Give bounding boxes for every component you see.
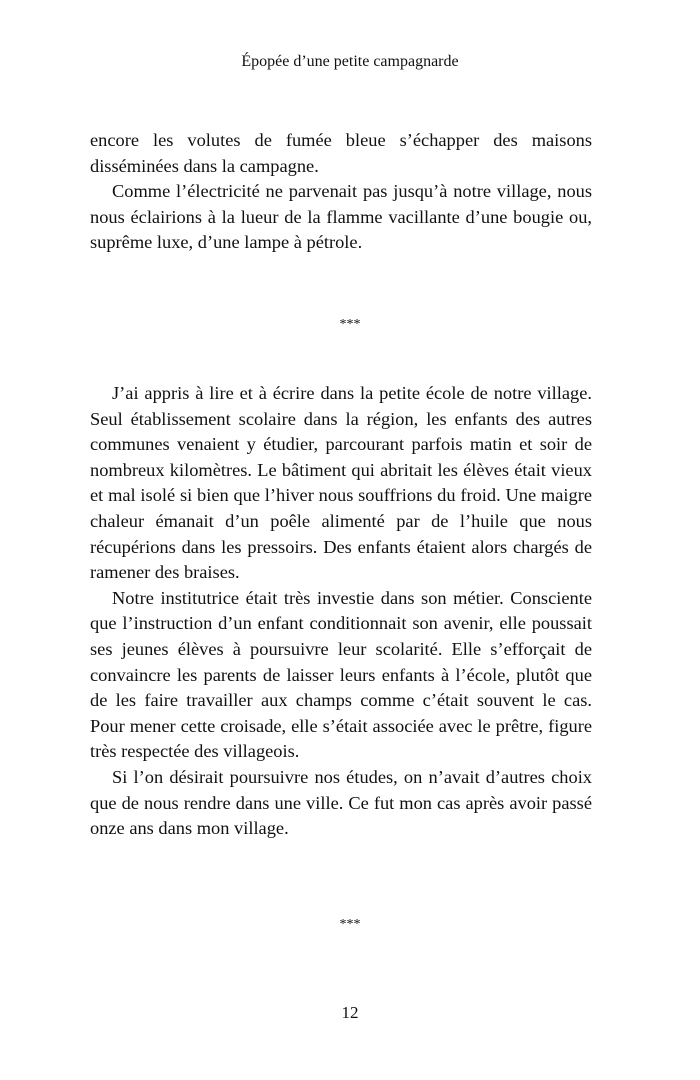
section-separator: *** xyxy=(339,317,361,332)
text-block-after-break xyxy=(90,381,592,842)
paragraph-city: Si l’on désirait poursuivre nos études, on n’avait d’autres choix que de nous rendre dans une ville. Ce fut mon cas après avoir passé onze ans dans mon village. xyxy=(90,766,592,839)
section-separator: *** xyxy=(339,917,361,932)
text-block-before-break xyxy=(90,128,592,256)
paragraph-teacher: Notre institutrice était très investie dans son métier. Consciente que l’instruction d’un enfant conditionnait son avenir, elle poussait ses jeunes élèves à poursuivre leur scolarité. Elle s’efforçait de convaincre les parents de laisser leurs enfants à l’école, plutôt que de les faire travailler aux champs comme c’était souvent le cas. Pour mener cette croisade, elle s’était associée avec le prêtre, figure très respectée des villageois. xyxy=(90,587,592,762)
paragraph-electricity: Comme l’électricité ne parvenait pas jusqu’à notre village, nous nous éclairions à la lueur de la flamme vacillante d’une bougie ou, suprême luxe, d’une lampe à pétrole. xyxy=(90,181,592,253)
page-number: 12 xyxy=(341,1003,359,1022)
running-header: Épopée d’une petite campagnarde xyxy=(241,53,459,70)
paragraph-school: J’ai appris à lire et à écrire dans la petite école de notre village. Seul établissement scolaire dans la région, les enfants des autres communes venaient y étudier, parcourant parfois matin et soir de nombreux kilomètres. Le bâtiment qui abritait les élèves était vieux et mal isolé si bien que l’hiver nous souffrions du froid. Une maigre chaleur émanait d’un poêle alimenté par de l’huile que nous récupérions dans les pressoirs. Des enfants étaient alors chargés de ramener des braises. xyxy=(90,383,592,583)
paragraph-continuation: encore les volutes de fumée bleue s’échapper des maisons disséminées dans la campagne. xyxy=(90,130,592,176)
